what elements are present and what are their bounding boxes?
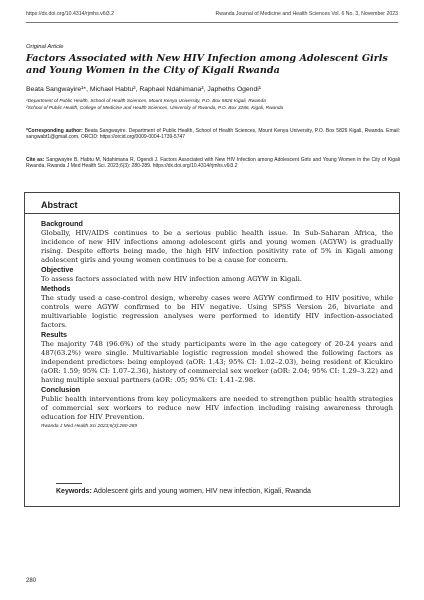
keywords-label: Keywords: <box>56 488 92 495</box>
results-text: The majority 748 (96.6%) of the study participants were in the age category of 20-24 years and 487(63.2%) were single. Multivariable logistic regression model showed the following factors as independent predictors: being employed (aOR: 1.43; 95% CI: 1.02–2.03), being resident of Kicukiro (aOR: 1.59; 95% CI: 1.07–2.36), history of commercial sex worker (aOR: 2.04; 95% CI: 1.29–3.22) and having multiple sexual partners (aOR: .05; 95% CI: 1.41–2.98. <box>41 340 393 384</box>
abstract-box <box>24 192 400 507</box>
abstract-content <box>41 219 393 429</box>
cite-label: Cite as: <box>26 157 45 163</box>
abstract-rule <box>25 213 399 214</box>
background-heading: Background <box>41 219 83 228</box>
conclusion-text: Public health interventions from key policymakers are needed to strengthen public health strategies of commercial sex workers to reduce new HIV infection including raising awareness through education for HIV Prevention. <box>41 395 393 421</box>
results-heading: Results <box>41 330 67 339</box>
running-header <box>26 11 398 21</box>
methods-text: The study used a case-control design, whereby cases were AGYW confirmed to HIV positive, while controls were AGYW confirmed to be HIV negative. Using SPSS Version 26, bivariate and multivariable logistic regression analyses were performed to identify HIV infection-associated factors. <box>41 294 393 329</box>
corresponding-author <box>26 128 400 141</box>
objective-heading: Objective <box>41 265 74 274</box>
journal-info: Rwanda Journal of Medicine and Health Sciences Vol. 6 No. 3, November 2023 <box>215 11 398 17</box>
article-title: Factors Associated with New HIV Infection among Adolescent Girls and Young Women in the City of Kigali Rwanda <box>26 53 388 76</box>
cite-text: Sangwayire B, Habtu M, Ndahimana R, Ogendi J. Factors Associated with New HIV Infection among Adolescent Girls and Young Women in the City of Kigali Rwanda. Rwanda J Med Health Sci. 2023;6(3): 280-289. https://dx.doi.org/10.4314/rjmhs.v6i3.2 <box>26 157 401 170</box>
header-rule <box>26 22 398 23</box>
article-type: Original Article <box>26 44 64 50</box>
affiliation-2: ²School of Public Health, College of Medicine and Health Sciences, University of Rwanda, P.O. Box 3286, Kigali, Rwanda <box>26 106 284 111</box>
page-number: 280 <box>26 578 37 584</box>
background-text: Globally, HIV/AIDS continues to be a serious public health issue. In Sub-Saharan Africa, the incidence of new HIV infections among adolescent girls and young women (AGYW) is gradually rising. Despite efforts being made, the high HIV infection positivity rate of 5% in Kigali among adolescent girls and young women continues to be a cause for concern. <box>41 229 393 264</box>
keywords-text: Adolescent girls and young women, HIV new infection, Kigali, Rwanda <box>91 488 311 495</box>
conclusion-heading: Conclusion <box>41 385 81 394</box>
abstract-citation: Rwanda J Med Health Sci 2023;6(3):280-289 <box>41 424 137 429</box>
cite-as <box>26 157 400 170</box>
corresponding-label: *Corresponding author: <box>26 128 83 134</box>
keywords <box>56 488 394 495</box>
corresponding-text: Beata Sangwayire. Department of Public Health, School of Health Sciences, Mount Kenya University, P.O. Box 5826 Kigali, Rwanda. Email: sangwabt1@gmail.com. ORCID: https://orcid.org/0009-0004-1739-5747 <box>26 128 401 141</box>
author-list: Beata Sangwayire¹*, Michael Habtu², Raphael Ndahimana², Japheths Ogendi¹ <box>26 86 262 93</box>
doi-link[interactable]: https://dx.doi.org/10.4314/rjmhs.v6i3.2 <box>26 11 114 17</box>
methods-heading: Methods <box>41 284 71 293</box>
objective-text: To assess factors associated with new HIV infection among AGYW in Kigali. <box>41 275 302 283</box>
affiliation-1: ¹Department of Public Health, School of Health Sciences, Mount Kenya University, P.O. Box 5826 Kigali, Rwanda <box>26 99 266 104</box>
keywords-rule <box>56 483 82 484</box>
abstract-heading: Abstract <box>41 200 78 210</box>
